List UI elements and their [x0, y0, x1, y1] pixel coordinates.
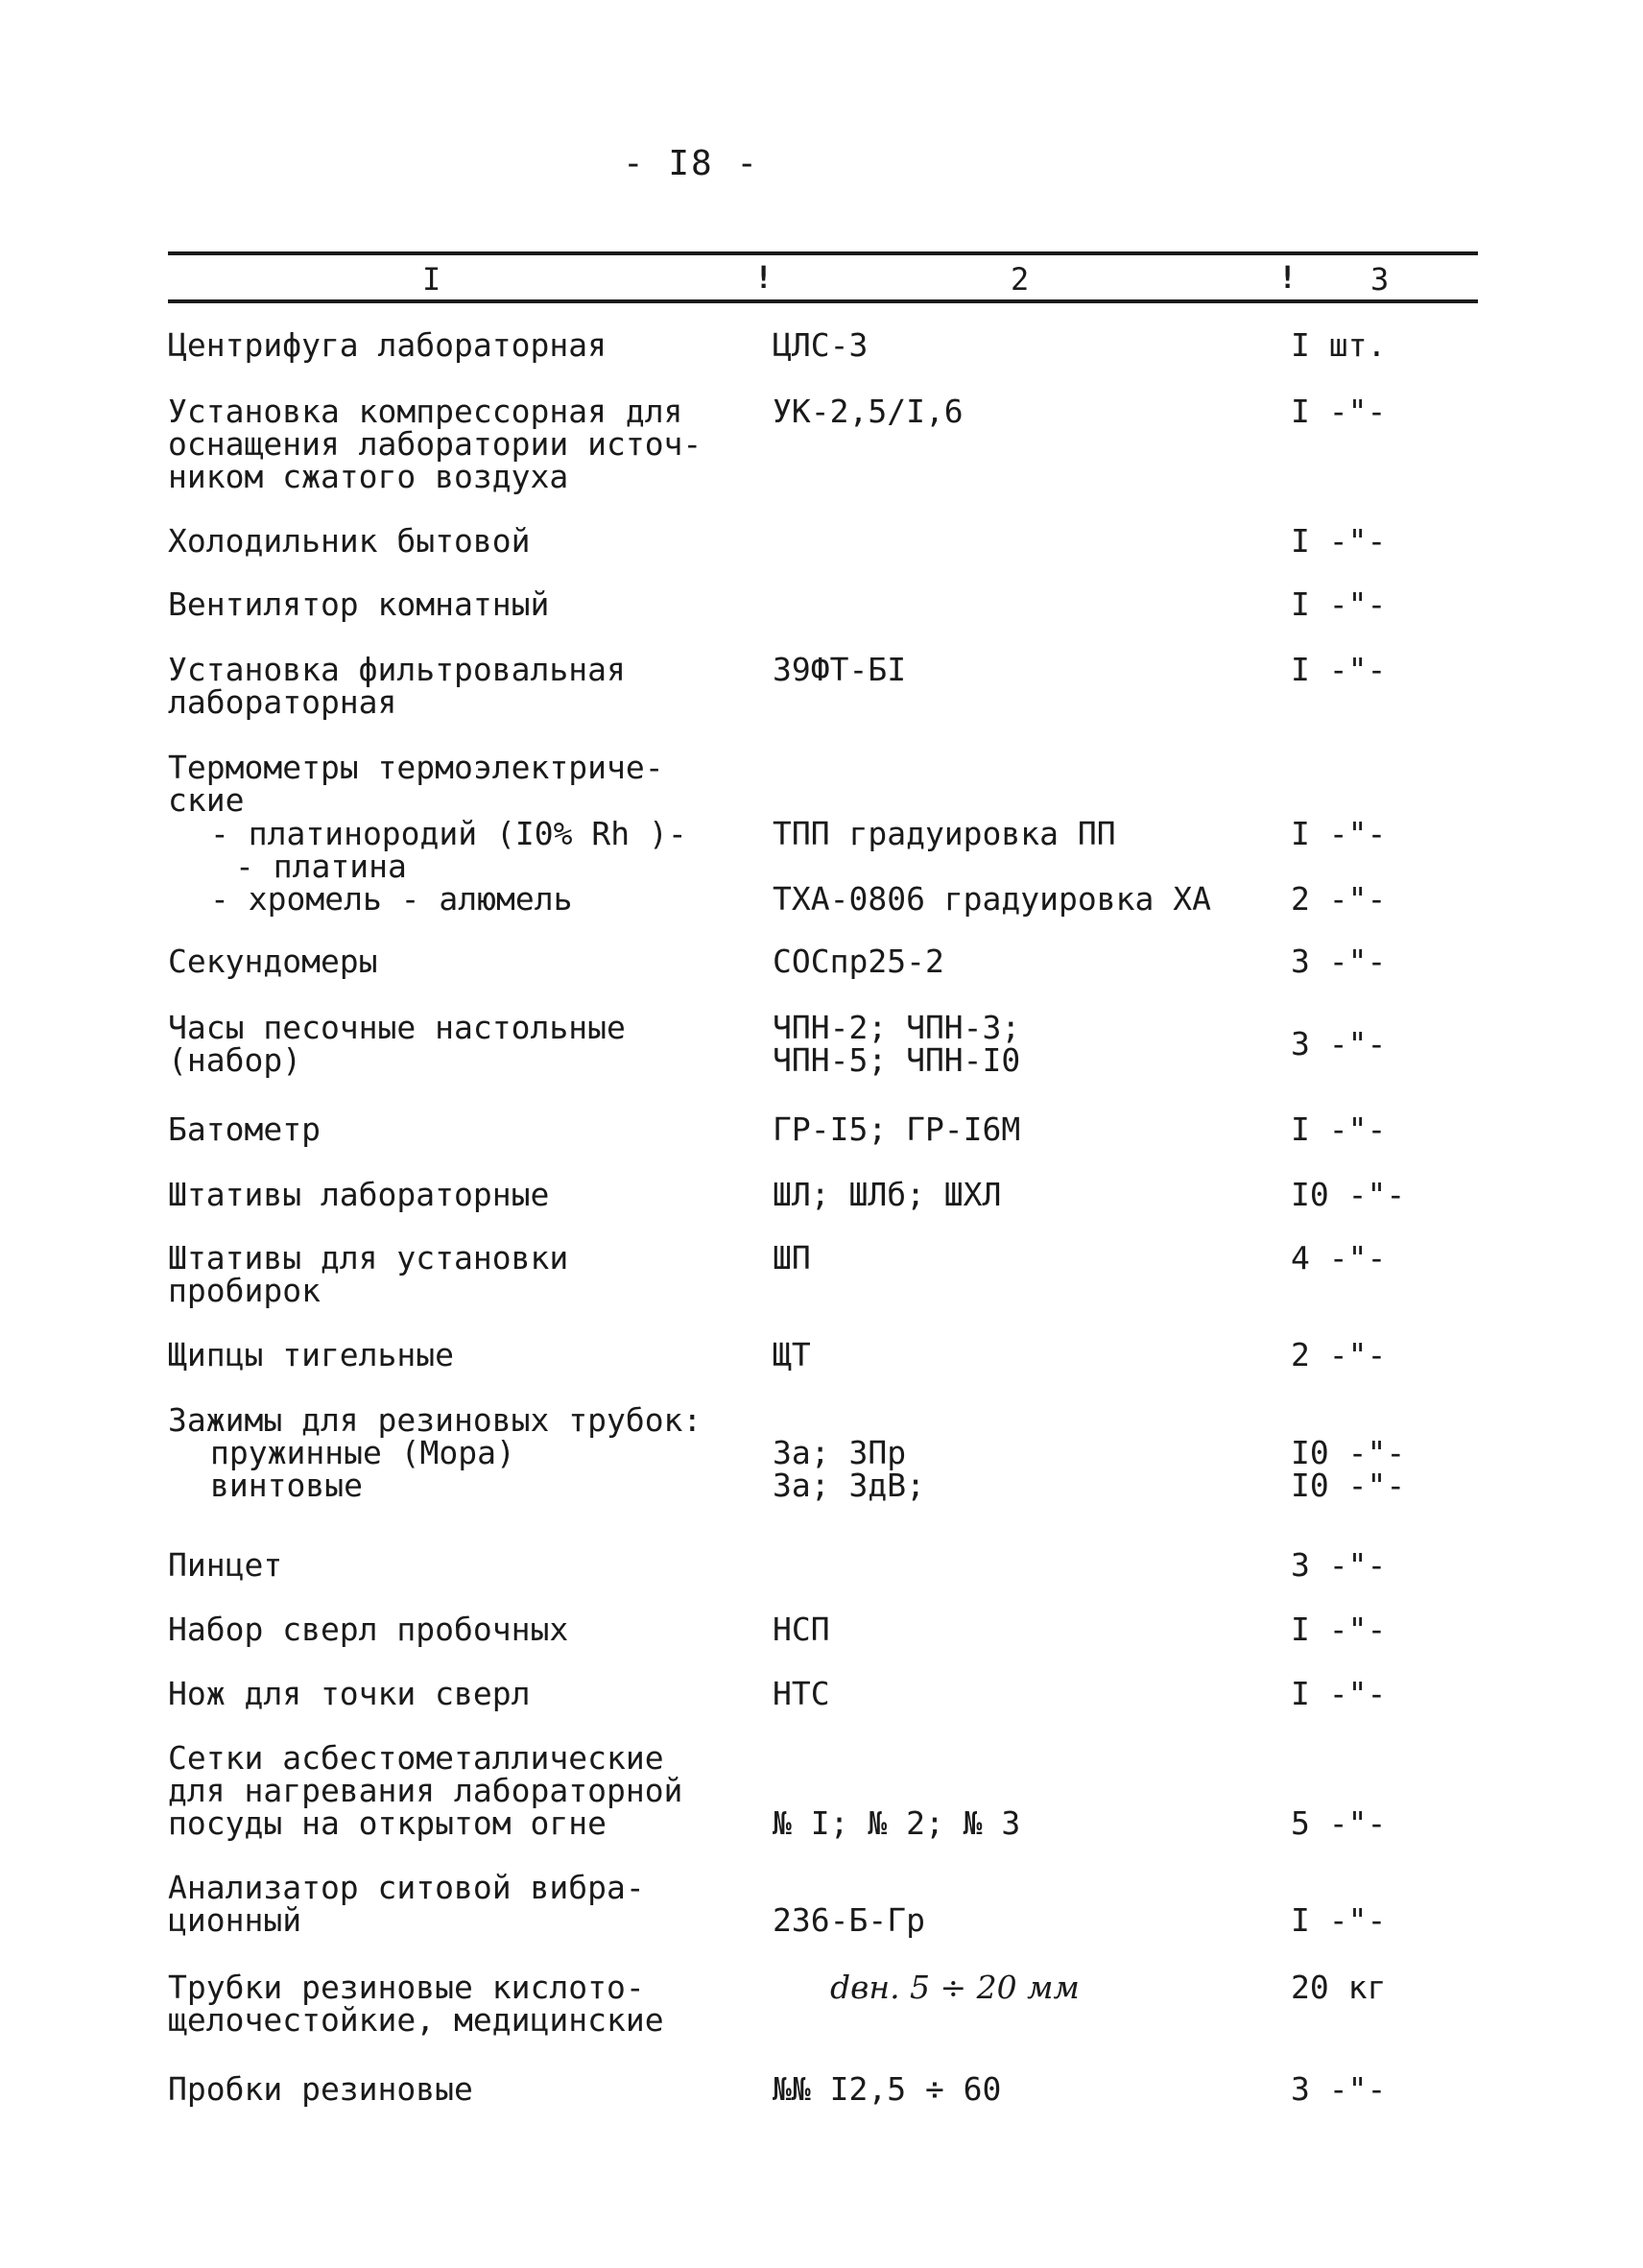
- item-name-line: щелочестойкие, медицинские: [168, 2001, 664, 2039]
- item-name: [168, 395, 753, 493]
- item-name-line: Установка фильтровальная: [168, 651, 626, 688]
- item-model-line: НТС: [773, 1675, 830, 1712]
- item-model-line: ЩТ: [773, 1336, 811, 1373]
- item-quantity: [1291, 815, 1435, 852]
- item-model-line: ТПП градуировка ПП: [773, 815, 1116, 852]
- item-quantity-line: I -"-: [1291, 1611, 1387, 1648]
- item-quantity-line: 3 -"-: [1291, 943, 1387, 980]
- item-model: [773, 2070, 1002, 2108]
- item-quantity: [1291, 395, 1435, 428]
- item-quantity-line: I0 -"-: [1291, 1176, 1406, 1213]
- item-name-line: Установка компрессорная для: [168, 393, 683, 430]
- item-name: [168, 651, 753, 721]
- column-separator: !: [754, 259, 774, 296]
- item-quantity-line: 2 -"-: [1291, 1336, 1387, 1373]
- item-name: [168, 1110, 753, 1148]
- item-quantity-line: I -"-: [1291, 585, 1387, 623]
- item-quantity: [1291, 1804, 1435, 1842]
- item-model: [773, 880, 1211, 918]
- item-model: [773, 1804, 1021, 1842]
- item-name-line: - хромель - алюмель: [210, 880, 573, 918]
- item-quantity: [1291, 945, 1435, 978]
- item-quantity-line: I -"-: [1291, 815, 1387, 852]
- item-name-line: (набор): [168, 1041, 302, 1079]
- item-name-line: Набор сверл пробочных: [168, 1611, 569, 1648]
- item-model: [773, 395, 964, 428]
- item-model-line: ГР-I5; ГР-I6М: [773, 1110, 1021, 1148]
- table-header-rule: [168, 299, 1478, 303]
- item-quantity: [1291, 2070, 1435, 2108]
- item-name: [168, 945, 753, 978]
- item-name: [168, 1675, 753, 1712]
- item-quantity-line: I -"-: [1291, 651, 1387, 688]
- item-quantity-line: 3 -"-: [1291, 1025, 1387, 1062]
- item-model-line: ШП: [773, 1239, 811, 1277]
- item-name-line: Анализатор ситовой вибра-: [168, 1869, 645, 1906]
- item-model-line: № I; № 2; № 3: [773, 1804, 1021, 1842]
- item-quantity-line: I -"-: [1291, 1901, 1387, 1939]
- item-model-line: СОСпр25-2: [773, 943, 944, 980]
- item-name: [168, 522, 753, 560]
- item-name: [168, 815, 753, 885]
- item-name-line: пружинные (Мора): [210, 1434, 515, 1471]
- item-name-line: Вентилятор комнатный: [168, 585, 550, 623]
- item-name-line: лабораторная: [168, 683, 397, 721]
- item-quantity-line: 4 -"-: [1291, 1239, 1387, 1277]
- item-model-line: ЧПН-5; ЧПН-I0: [773, 1041, 1021, 1079]
- item-model-line: 3а; 3дВ;: [773, 1467, 925, 1504]
- item-quantity: [1291, 1675, 1435, 1712]
- item-quantity: [1291, 522, 1435, 560]
- item-name-line: Зажимы для резиновых трубок:: [168, 1401, 702, 1439]
- item-name-line: Нож для точки сверл: [168, 1675, 531, 1712]
- item-name-line: оснащения лаборатории источ-: [168, 425, 702, 463]
- item-name-line: Трубки резиновые кислото-: [168, 1969, 645, 2006]
- item-quantity: [1291, 1176, 1435, 1213]
- item-name-line: Секундомеры: [168, 943, 378, 980]
- item-name-line: Сетки асбестометаллические: [168, 1739, 664, 1777]
- item-name-line: Пробки резиновые: [168, 2070, 473, 2108]
- item-model: [830, 1971, 1080, 2004]
- item-quantity: [1291, 1239, 1435, 1277]
- item-model: [773, 1336, 811, 1373]
- item-name-line: - платина: [235, 848, 407, 885]
- item-quantity-line: I -"-: [1291, 1110, 1387, 1148]
- item-model-line: ЧПН-2; ЧПН-3;: [773, 1009, 1021, 1046]
- item-quantity-line: I0 -"-: [1291, 1467, 1406, 1504]
- item-name-line: пробирок: [168, 1272, 321, 1309]
- item-quantity-line: 3 -"-: [1291, 1546, 1387, 1584]
- item-model: [773, 1901, 925, 1939]
- item-quantity-line: 5 -"-: [1291, 1804, 1387, 1842]
- item-name: [168, 1239, 753, 1309]
- item-name: [168, 1336, 753, 1373]
- item-quantity: [1291, 1901, 1435, 1939]
- item-model: [773, 1434, 925, 1504]
- item-model: [773, 1613, 830, 1646]
- item-name: [168, 1009, 753, 1079]
- item-model-line: 236-Б-Гр: [773, 1901, 925, 1939]
- item-model: [773, 1009, 1021, 1079]
- item-name: [168, 749, 753, 819]
- item-name-line: Штативы для установки: [168, 1239, 569, 1277]
- item-name-line: ником сжатого воздуха: [168, 458, 569, 495]
- item-name-line: для нагревания лабораторной: [168, 1772, 683, 1809]
- item-name: [168, 326, 753, 364]
- item-name: [168, 1971, 753, 2037]
- item-model-line: ШЛ; ШЛб; ШХЛ: [773, 1176, 1002, 1213]
- item-quantity: [1291, 880, 1435, 918]
- item-quantity: [1291, 651, 1435, 688]
- item-name-line: посуды на открытом огне: [168, 1804, 607, 1842]
- item-quantity-line: 20 кг: [1291, 1969, 1387, 2006]
- item-model-line: 39ФТ-БI: [773, 651, 907, 688]
- item-quantity: [1291, 1336, 1435, 1373]
- column-header-1: I: [422, 261, 441, 298]
- item-model-line: ТХА-0806 градуировка ХА: [773, 880, 1211, 918]
- item-model: [773, 326, 869, 364]
- item-name-line: Пинцет: [168, 1546, 283, 1584]
- item-name: [168, 1739, 753, 1842]
- item-name-line: Центрифуга лабораторная: [168, 326, 607, 364]
- item-model: [773, 651, 907, 688]
- item-quantity-line: I шт.: [1291, 326, 1387, 364]
- item-quantity: [1291, 1971, 1435, 2004]
- item-quantity-line: I0 -"-: [1291, 1434, 1406, 1471]
- item-name: [168, 880, 753, 918]
- item-name-line: Батометр: [168, 1110, 321, 1148]
- item-name: [168, 1613, 753, 1646]
- item-name-line: Часы песочные настольные: [168, 1009, 626, 1046]
- item-model: [773, 1176, 1002, 1213]
- column-header-3: 3: [1370, 261, 1390, 298]
- item-model: [773, 1239, 811, 1277]
- item-quantity: [1291, 326, 1435, 364]
- item-name-line: ские: [168, 781, 245, 819]
- item-model-line: 3а; 3Пр: [773, 1434, 907, 1471]
- item-model: [773, 1675, 830, 1712]
- item-quantity: [1291, 1434, 1435, 1504]
- item-name-line: Щипцы тигельные: [168, 1336, 455, 1373]
- item-name: [168, 1176, 753, 1213]
- item-quantity: [1291, 1546, 1435, 1584]
- item-model: [773, 945, 944, 978]
- column-separator: !: [1278, 259, 1298, 296]
- item-name-line: Холодильник бытовой: [168, 522, 531, 560]
- page-number: - I8 -: [622, 144, 760, 183]
- item-model-line: НСП: [773, 1611, 830, 1648]
- item-name-line: Штативы лабораторные: [168, 1176, 550, 1213]
- item-quantity-line: I -"-: [1291, 393, 1387, 430]
- item-quantity-line: 2 -"-: [1291, 880, 1387, 918]
- item-quantity-line: 3 -"-: [1291, 2070, 1387, 2108]
- item-name-line: Термометры термоэлектриче-: [168, 749, 664, 786]
- item-name: [168, 1546, 753, 1584]
- item-name: [168, 1869, 753, 1939]
- item-model: [773, 1110, 1021, 1148]
- item-model-line: dвн. 5 ÷ 20 мм: [830, 1969, 1080, 2006]
- item-quantity-line: I -"-: [1291, 1675, 1387, 1712]
- item-model-line: УК-2,5/I,6: [773, 393, 964, 430]
- item-name-line: - платинородий (I0% Rh )-: [210, 815, 687, 852]
- item-model: [773, 815, 1116, 852]
- item-quantity: [1291, 585, 1435, 623]
- item-quantity: [1291, 1025, 1435, 1062]
- column-header-2: 2: [1011, 261, 1030, 298]
- item-name: [168, 2070, 753, 2108]
- item-model-line: ЦЛС-3: [773, 326, 869, 364]
- item-name: [168, 585, 753, 623]
- item-quantity: [1291, 1110, 1435, 1148]
- item-quantity: [1291, 1613, 1435, 1646]
- item-name: [168, 1401, 753, 1439]
- item-name: [168, 1434, 753, 1504]
- item-model-line: №№ I2,5 ÷ 60: [773, 2070, 1002, 2108]
- item-quantity-line: I -"-: [1291, 522, 1387, 560]
- table-top-rule: [168, 251, 1478, 255]
- item-name-line: винтовые: [210, 1467, 363, 1504]
- item-name-line: ционный: [168, 1901, 302, 1939]
